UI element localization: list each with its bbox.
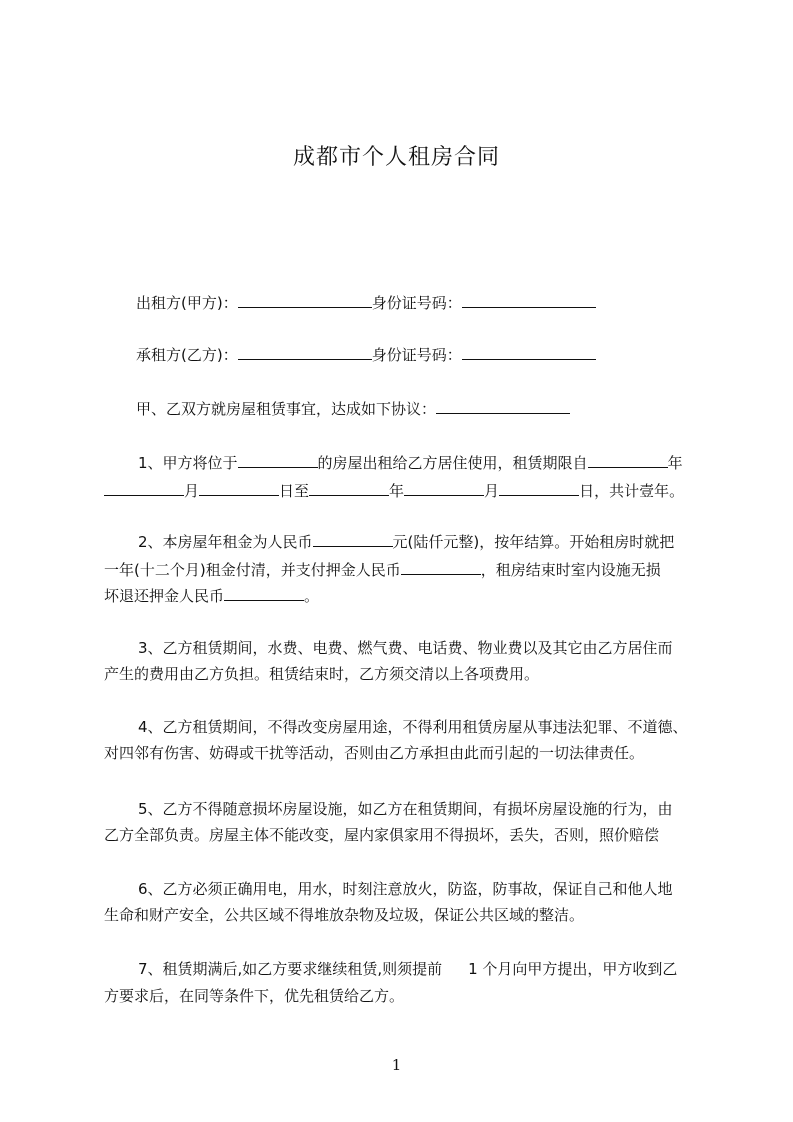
lessor-label: 出租方(甲方)： — [136, 294, 238, 312]
lessee-id-blank — [462, 344, 596, 360]
end-year-blank — [309, 480, 389, 496]
intro-blank — [436, 398, 570, 414]
clause1-text-b: 的房屋出租给乙方居住使用，租赁期限自 — [317, 454, 588, 472]
clause3-line1: 3、乙方租赁期间，水费、电费、燃气费、电话费、物业费以及其它由乙方居住而 — [138, 639, 673, 657]
end-day-blank — [499, 480, 579, 496]
lessor-line — [136, 292, 596, 313]
clause1-text-a: 1、甲方将位于 — [138, 454, 238, 472]
lessee-id-label: 身份证号码： — [371, 346, 462, 364]
clause1-text-h: 日，共计壹年。 — [579, 482, 685, 500]
clause1-text-g: 月 — [484, 482, 500, 500]
clause2-line1 — [138, 531, 674, 552]
clause7-text-b: 1 个月向甲方提出，甲方收到乙 — [468, 960, 678, 978]
clause2-text-d: ，租房结束时室内设施无损 — [480, 561, 661, 579]
document-title: 成都市个人租房合同 — [292, 145, 500, 170]
clause3-line2: 产生的费用由乙方负担。租赁结束时，乙方须交清以上各项费用。 — [104, 665, 540, 683]
start-month-blank — [104, 480, 184, 496]
clause5-line2: 乙方全部负责。房屋主体不能改变，屋内家俱家用不得损坏，丢失，否则，照价赔偿 — [104, 826, 660, 844]
intro-line — [136, 398, 570, 419]
clause2-text-b: 元(陆仟元整)，按年结算。开始租房时就把 — [392, 533, 675, 551]
clause1-text-c: 年 — [667, 454, 683, 472]
intro-text: 甲、乙双方就房屋租赁事宜，达成如下协议： — [136, 400, 437, 418]
lessor-id-label: 身份证号码： — [371, 294, 462, 312]
clause1-text-f: 年 — [389, 482, 405, 500]
clause2-line3 — [104, 585, 319, 606]
refund-amount-blank — [224, 585, 304, 601]
clause7-line1 — [138, 959, 677, 979]
lessee-line — [136, 344, 596, 365]
lessor-name-blank — [238, 292, 372, 308]
clause2-line2 — [104, 559, 661, 580]
clause1-text-d: 月 — [184, 482, 200, 500]
clause1-line2 — [104, 480, 684, 501]
clause7-line2: 方要求后，在同等条件下，优先租赁给乙方。 — [104, 987, 405, 1005]
address-blank — [238, 452, 318, 468]
rent-amount-blank — [313, 531, 393, 547]
end-month-blank — [404, 480, 484, 496]
lessee-name-blank — [238, 344, 372, 360]
clause2-text-e: 坏退还押金人民币 — [104, 587, 225, 605]
clause1-text-e: 日至 — [279, 482, 310, 500]
start-year-blank — [588, 452, 668, 468]
clause6-line1: 6、乙方必须正确用电，用水，时刻注意放火，防盗，防事故，保证自己和他人地 — [138, 880, 673, 898]
start-day-blank — [199, 480, 279, 496]
clause2-text-c: 一年(十二个月)租金付清，并支付押金人民币 — [104, 561, 401, 579]
page-number: 1 — [391, 1056, 402, 1074]
lessor-id-blank — [462, 292, 596, 308]
clause7-text-a: 7、租赁期满后,如乙方要求继续租赁,则须提前 — [138, 960, 443, 978]
clause4-line1: 4、乙方租赁期间，不得改变房屋用途，不得利用租赁房屋从事违法犯罪、不道德、 — [138, 718, 688, 736]
clause5-line1: 5、乙方不得随意损坏房屋设施，如乙方在租赁期间，有损坏房屋设施的行为，由 — [138, 800, 673, 818]
deposit-amount-blank — [401, 559, 481, 575]
clause2-text-a: 2、本房屋年租金为人民币 — [138, 533, 313, 551]
clause2-text-f: 。 — [304, 587, 320, 605]
clause1-line1 — [138, 452, 683, 473]
lessee-label: 承租方(乙方)： — [136, 346, 238, 364]
clause6-line2: 生命和财产安全，公共区域不得堆放杂物及垃圾，保证公共区域的整洁。 — [104, 906, 585, 924]
clause4-line2: 对四邻有伤害、妨碍或干扰等活动，否则由乙方承担由此而引起的一切法律责任。 — [104, 744, 645, 762]
